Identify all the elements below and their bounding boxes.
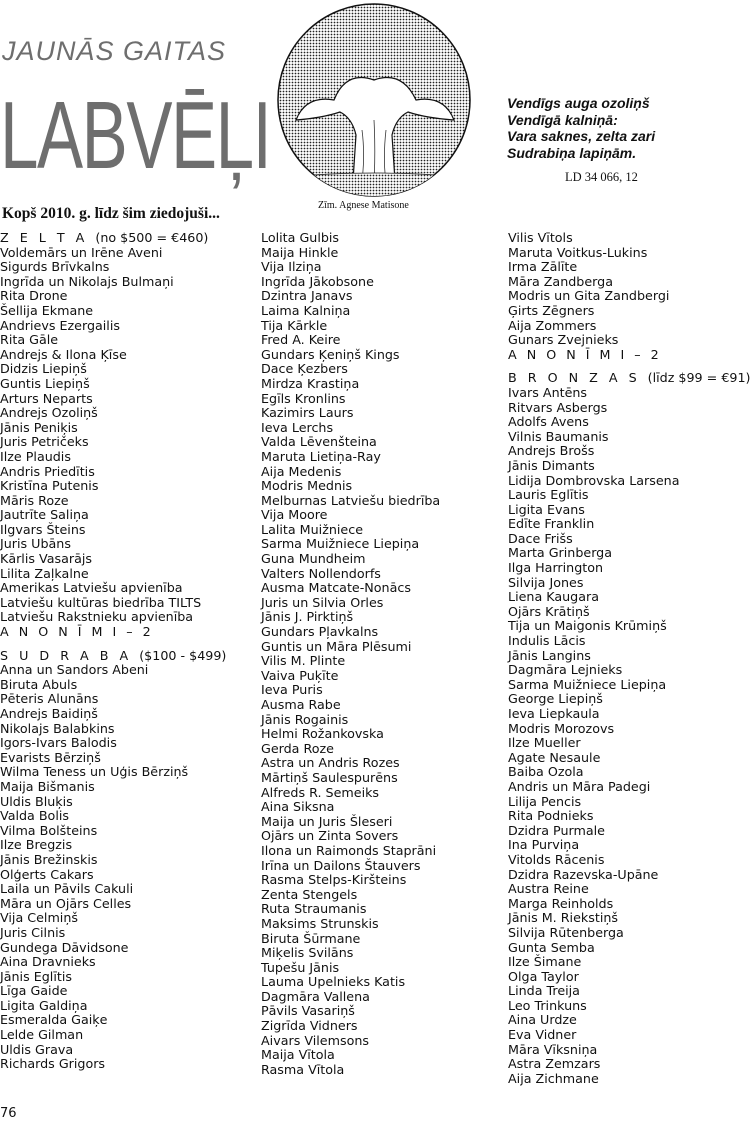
donor-name: Juris un Silvia Orles bbox=[261, 594, 384, 610]
donor-name: Tija Kārkle bbox=[261, 317, 328, 333]
donor-name: Lidija Dombrovska Larsena bbox=[508, 472, 680, 488]
donor-name: Gunta Semba bbox=[508, 939, 595, 955]
donor-name: Ilga Harrington bbox=[508, 560, 604, 576]
donor-name: Pāvils Vasariņš bbox=[261, 1003, 355, 1019]
donor-name: Gundega Dāvidsone bbox=[0, 939, 129, 955]
donor-name: Ritvars Asbergs bbox=[508, 399, 608, 415]
donor-name: Lelde Gilman bbox=[0, 1027, 84, 1043]
donor-name: Linda Treija bbox=[508, 983, 580, 999]
donor-name: Esmeralda Gaiķe bbox=[0, 1012, 108, 1028]
donor-name: Maija Vītola bbox=[261, 1047, 335, 1063]
donor-name: Dace Frišs bbox=[508, 530, 573, 546]
donor-name: Lauris Eglītis bbox=[508, 487, 589, 503]
donor-name: Lilija Pencis bbox=[508, 793, 582, 809]
donor-name: Rita Gāle bbox=[0, 332, 59, 348]
tier-range: (līdz $99 = €91) bbox=[647, 370, 750, 386]
donor-name: Andris un Māra Padegi bbox=[508, 778, 651, 794]
donor-name: Vilis M. Plinte bbox=[261, 653, 346, 669]
donor-name: Olģerts Cakars bbox=[0, 866, 94, 882]
donor-name: Māris Roze bbox=[0, 492, 69, 508]
donor-name: Tupešu Jānis bbox=[261, 959, 340, 975]
donor-name: Maija Bišmanis bbox=[0, 778, 95, 794]
donor-name: Lilita Zaļkalne bbox=[0, 565, 89, 581]
donor-name: Ausma Rabe bbox=[261, 697, 341, 712]
donor-column-3 bbox=[508, 231, 750, 1086]
donor-name: Vilma Bolšteins bbox=[0, 822, 98, 838]
donor-name: Andrejs Ozoliņš bbox=[0, 405, 98, 421]
donor-name: Aivars Vilemsons bbox=[261, 1032, 369, 1048]
donor-name: Didzis Liepiņš bbox=[0, 361, 87, 377]
donor-name: Šellija Ekmane bbox=[0, 302, 94, 318]
donor-name: Aina Dravnieks bbox=[0, 954, 96, 970]
anonymous-count: A N O N Ī M I – 2 bbox=[508, 346, 662, 362]
donor-column-2 bbox=[261, 231, 440, 1077]
donor-name: Modris Mednis bbox=[261, 478, 353, 494]
sudraba-heading bbox=[0, 649, 226, 664]
donor-name: Maija un Juris Šleseri bbox=[261, 813, 393, 829]
donor-name: Mārtiņš Saulespurēns bbox=[261, 769, 398, 785]
donor-name: Dzidra Razevska-Upāne bbox=[508, 866, 659, 882]
donor-name: Valda Lēvenšteina bbox=[261, 434, 377, 450]
donor-name: Ruta Straumanis bbox=[261, 901, 367, 917]
donor-name: Egīls Kronlins bbox=[261, 390, 346, 406]
donor-name: Ausma Matcate-Nonācs bbox=[261, 580, 411, 596]
donor-name: Pēteris Alunāns bbox=[0, 691, 99, 707]
donor-name: Adolfs Avens bbox=[508, 414, 589, 430]
poem-line: Vara saknes, zelta zari bbox=[507, 128, 656, 144]
donor-name: Ilze Šimane bbox=[508, 954, 582, 970]
donor-name: Juris Ubāns bbox=[0, 536, 71, 552]
donor-name: Ieva Lerchs bbox=[261, 419, 334, 435]
donor-name: Ivars Antēns bbox=[508, 384, 588, 400]
donor-name: Vija Moore bbox=[261, 507, 328, 523]
donor-name: Lolita Gulbis bbox=[261, 230, 340, 245]
donor-name: Uldis Grava bbox=[0, 1041, 74, 1057]
donor-name: Mirdza Krastiņa bbox=[261, 375, 360, 391]
donor-name: Juris Cilnis bbox=[0, 924, 66, 940]
donor-name: Dzidra Purmale bbox=[508, 822, 605, 838]
poem-reference: LD 34 066, 12 bbox=[565, 170, 638, 184]
donor-name: Ģirts Zēgners bbox=[508, 302, 595, 318]
page-number: 76 bbox=[0, 1106, 17, 1121]
donor-name: Kristīna Putenis bbox=[0, 478, 99, 494]
donor-name: Ilze Plaudis bbox=[0, 448, 71, 464]
donor-name: Rita Drone bbox=[0, 288, 68, 304]
donor-name: Latviešu Rakstnieku apvienība bbox=[0, 609, 194, 625]
donor-name: Ilgvars Šteins bbox=[0, 521, 86, 537]
donor-name: Agate Nesaule bbox=[508, 749, 601, 765]
donor-name: Dace Ķezbers bbox=[261, 361, 348, 377]
donor-name: Līga Gaide bbox=[0, 983, 68, 999]
donor-name: Jānis Rogainis bbox=[261, 711, 349, 727]
donor-name: Ojārs un Zinta Sovers bbox=[261, 828, 399, 844]
donor-name: Vitolds Rācenis bbox=[508, 851, 605, 867]
poem-line: Vendīgs auga ozoliņš bbox=[507, 95, 650, 111]
tier-title: Z E L T A bbox=[0, 230, 96, 245]
donor-name: Jānis Eglītis bbox=[0, 968, 72, 984]
donor-name: Ojārs Krātiņš bbox=[508, 603, 590, 619]
donor-name: Silvija Jones bbox=[508, 574, 584, 590]
donor-name: Maruta Voitkus-Lukins bbox=[508, 244, 648, 260]
donor-name: Eva Vidner bbox=[508, 1027, 577, 1043]
donor-name: Andris Priedītis bbox=[0, 463, 95, 479]
donor-name: Ilze Mueller bbox=[508, 735, 581, 751]
page-title: LABVĒĻI bbox=[0, 82, 271, 189]
donor-name: Biruta Šūrmane bbox=[261, 930, 361, 946]
poem-line: Vendīgā kalniņā: bbox=[507, 111, 618, 128]
donor-name: Ligita Evans bbox=[508, 501, 585, 517]
donor-name: Guntis Liepiņš bbox=[0, 375, 90, 391]
donor-name: Vija Celmiņš bbox=[0, 910, 78, 926]
donor-name: Uldis Bluķis bbox=[0, 793, 73, 809]
donor-name: Dagmāra Vallena bbox=[261, 988, 370, 1004]
donor-name: Jānis M. Riekstiņš bbox=[508, 910, 618, 926]
donor-name: Richards Grigors bbox=[0, 1056, 106, 1072]
donor-name: Indulis Lācis bbox=[508, 633, 586, 649]
donor-name: Astra Zemzars bbox=[508, 1056, 601, 1072]
donor-name: Māra Zandberga bbox=[508, 273, 613, 289]
donor-name: Liena Kaugara bbox=[508, 589, 599, 605]
donor-name: Ina Purviņa bbox=[508, 837, 580, 853]
donor-name: Zigrīda Vidners bbox=[261, 1018, 358, 1034]
donor-name: Irīna un Dailons Štauvers bbox=[261, 857, 421, 873]
donor-name: Ligita Galdiņa bbox=[0, 997, 88, 1013]
donor-name: Maruta Lietiņa-Ray bbox=[261, 448, 381, 464]
tier-title: B R O N Z A S bbox=[508, 370, 648, 386]
tier-title: S U D R A B A bbox=[0, 647, 140, 663]
donor-name: Guntis un Māra Plēsumi bbox=[261, 638, 412, 654]
illustration-credit: Zīm. Agnese Matisone bbox=[318, 200, 409, 211]
donor-name: Valters Nollendorfs bbox=[261, 565, 381, 581]
donor-name: Miķelis Svilāns bbox=[261, 945, 354, 961]
oak-tree-illustration bbox=[276, 0, 472, 200]
donor-name: Dzintra Janavs bbox=[261, 288, 353, 304]
anonymous-count: A N O N Ī M I – 2 bbox=[0, 624, 154, 640]
donor-name: Gundars Ķeniņš Kings bbox=[261, 346, 400, 362]
donor-name: Aina Siksna bbox=[261, 799, 335, 815]
donor-name: Juris Petričeks bbox=[0, 434, 89, 450]
donor-name: Sarma Muižniece Liepiņa bbox=[261, 536, 420, 552]
donor-name: Valda Bolis bbox=[0, 808, 69, 824]
donor-name: Dagmāra Lejnieks bbox=[508, 662, 623, 678]
donor-name: Biruta Abuls bbox=[0, 676, 78, 692]
donor-name: Jānis Brežinskis bbox=[0, 851, 98, 867]
donor-name: Astra un Andris Rozes bbox=[261, 755, 400, 771]
donor-name: Anna un Sandors Abeni bbox=[0, 662, 149, 678]
donor-name: Edīte Franklin bbox=[508, 516, 595, 532]
donor-name: Marta Grinberga bbox=[508, 545, 613, 561]
tier-range: ($100 - $499) bbox=[139, 647, 227, 663]
donor-name: Arturs Neparts bbox=[0, 390, 93, 406]
donor-name: Helmi Rožankovska bbox=[261, 726, 384, 742]
donor-name: Jānis Dimants bbox=[508, 457, 595, 473]
donor-name: Jānis Peniķis bbox=[0, 419, 78, 435]
donor-name: Jautrīte Saliņa bbox=[0, 507, 89, 523]
donor-name: Kārlis Vasarājs bbox=[0, 551, 92, 567]
donor-name: Rasma Stelps-Kiršteins bbox=[261, 872, 407, 888]
donor-name: Latviešu kultūras biedrība TILTS bbox=[0, 594, 202, 610]
donor-name: Maija Hinkle bbox=[261, 244, 339, 260]
donor-name: Silvija Rūtenberga bbox=[508, 924, 624, 940]
donor-name: Vilis Vītols bbox=[508, 230, 573, 245]
donor-name: Marga Reinholds bbox=[508, 895, 614, 911]
donor-name: Aina Urdze bbox=[508, 1012, 577, 1028]
donor-name: Melburnas Latviešu biedrība bbox=[261, 492, 441, 508]
donor-name: Sarma Muižniece Liepiņa bbox=[508, 676, 667, 692]
tier-range: (no $500 = €460) bbox=[95, 230, 209, 245]
donor-name: Voldemārs un Irēne Aveni bbox=[0, 244, 163, 260]
donor-name: Vilnis Baumanis bbox=[508, 428, 609, 444]
donor-name: Nikolajs Balabkins bbox=[0, 720, 115, 736]
donor-name: Maksims Strunskis bbox=[261, 915, 379, 931]
zelta-heading bbox=[0, 231, 226, 246]
donor-name: Rita Podnieks bbox=[508, 808, 594, 824]
donor-name: Lalita Muižniece bbox=[261, 521, 364, 537]
donor-name: Austra Reine bbox=[508, 881, 589, 897]
donor-name: Irma Zālīte bbox=[508, 259, 578, 275]
donor-name: Guna Mundheim bbox=[261, 551, 366, 567]
poem bbox=[507, 95, 700, 161]
donor-name: Ingrīda Jākobsone bbox=[261, 273, 374, 289]
donor-name: Gunars Zvejnieks bbox=[508, 332, 619, 348]
poem-line: Sudrabiņa lapiņām. bbox=[507, 144, 637, 161]
donor-name: Māra Vīksniņa bbox=[508, 1041, 598, 1057]
donor-name: Andrejs & Ilona Ķīse bbox=[0, 346, 127, 362]
donor-name: Laila un Pāvils Cakuli bbox=[0, 881, 134, 897]
donor-name: Sigurds Brīvkalns bbox=[0, 259, 110, 275]
donor-name: Ingrīda un Nikolajs Bulmaņi bbox=[0, 273, 174, 289]
donor-name: Zenta Stengels bbox=[261, 886, 358, 902]
donor-name: Modris Morozovs bbox=[508, 720, 615, 736]
donor-name: Olga Taylor bbox=[508, 968, 579, 984]
donor-name: George Liepiņš bbox=[508, 691, 603, 707]
donor-name: Laima Kalniņa bbox=[261, 302, 351, 318]
donor-name: Jānis J. Pirktiņš bbox=[261, 609, 354, 625]
donor-name: Wilma Teness un Uģis Bērziņš bbox=[0, 764, 189, 780]
donor-name: Tija un Maigonis Krūmiņš bbox=[508, 618, 667, 634]
donor-name: Aija Zichmane bbox=[508, 1070, 599, 1086]
donor-name: Andrejs Baidiņš bbox=[0, 706, 98, 721]
donor-name: Jānis Langins bbox=[508, 647, 591, 663]
donor-name: Aija Zommers bbox=[508, 317, 597, 333]
donor-name: Ieva Liepkaula bbox=[508, 706, 600, 721]
donor-name: Ilona un Raimonds Staprāni bbox=[261, 842, 437, 858]
donor-name: Kazimirs Laurs bbox=[261, 405, 354, 421]
donor-name: Fred A. Keire bbox=[261, 332, 341, 348]
donor-name: Vija Ilziņa bbox=[261, 259, 322, 275]
donor-name: Amerikas Latviešu apvienība bbox=[0, 580, 183, 596]
donor-column-1 bbox=[0, 231, 226, 1072]
donor-name: Igors-Ivars Balodis bbox=[0, 735, 117, 751]
donor-name: Andrejs Brošs bbox=[508, 443, 595, 459]
donor-name: Gundars Pļavkalns bbox=[261, 624, 379, 640]
donor-name: Lauma Upelnieks Katis bbox=[261, 974, 406, 990]
since-heading: Kopš 2010. g. līdz šim ziedojuši... bbox=[2, 205, 220, 222]
magazine-name: JAUNĀS GAITAS bbox=[2, 36, 227, 66]
donor-name: Māra un Ojārs Celles bbox=[0, 895, 132, 911]
donor-name: Ieva Puris bbox=[261, 682, 323, 698]
donor-name: Alfreds R. Semeiks bbox=[261, 784, 380, 800]
donor-name: Evarists Bērziņš bbox=[0, 749, 101, 765]
bronzas-heading bbox=[508, 371, 750, 386]
donor-name: Baiba Ozola bbox=[508, 764, 584, 780]
donor-name: Ilze Bregzis bbox=[0, 837, 73, 853]
donor-name: Andrievs Ezergailis bbox=[0, 317, 120, 333]
donor-name: Gerda Roze bbox=[261, 740, 334, 756]
donor-name: Vaiva Puķīte bbox=[261, 667, 339, 683]
donor-name: Rasma Vītola bbox=[261, 1061, 345, 1077]
donor-name: Leo Trinkuns bbox=[508, 997, 587, 1013]
donor-name: Modris un Gita Zandbergi bbox=[508, 288, 670, 304]
donor-name: Aija Medenis bbox=[261, 463, 342, 479]
